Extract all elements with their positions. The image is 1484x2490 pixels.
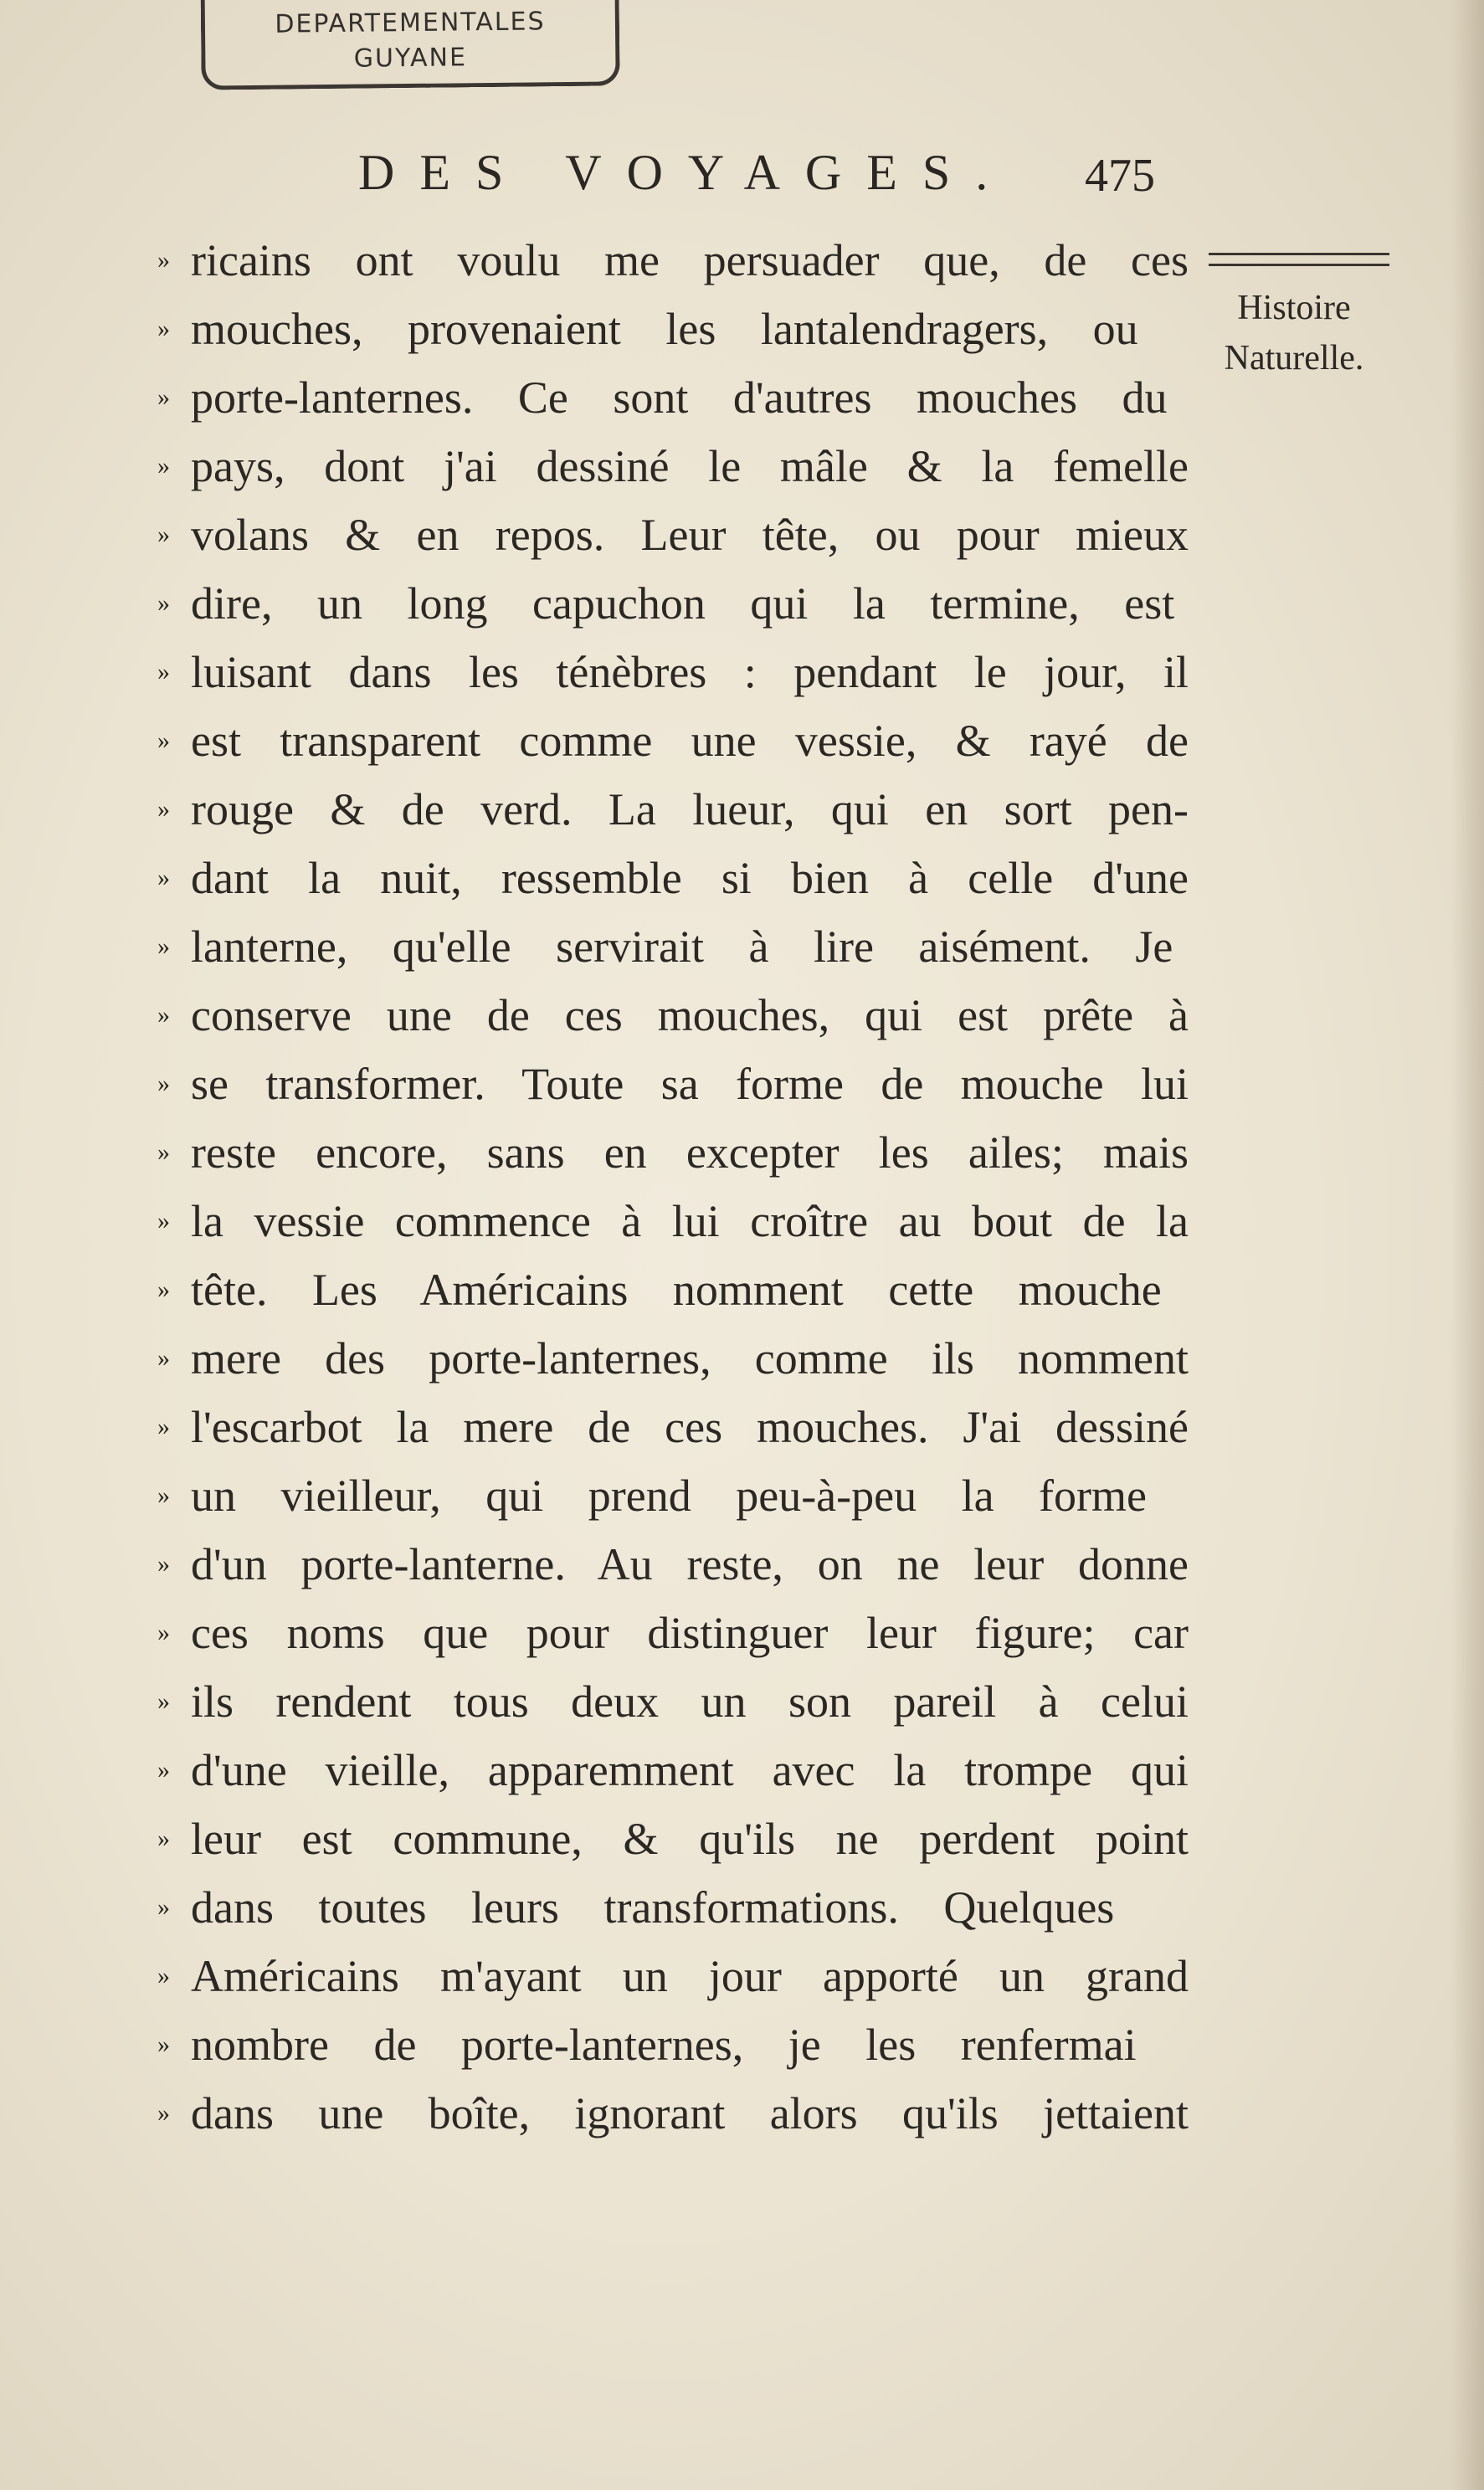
text-line <box>157 1187 1189 1255</box>
text-line <box>157 1942 1189 2010</box>
quotation-mark: » <box>157 1481 170 1509</box>
quotation-mark: » <box>157 1070 170 1097</box>
quotation-mark: » <box>157 1344 170 1372</box>
quotation-mark: » <box>157 2099 170 2127</box>
text-line <box>157 981 1189 1050</box>
quotation-mark: » <box>157 521 170 548</box>
line-text: d'une vieille, apparemment avec la trompe qui <box>191 1745 1189 1795</box>
line-text: ils rendent tous deux un son pareil à celui <box>191 1676 1189 1727</box>
line-text: mouches, provenaient les lantalendragers, ou <box>191 304 1138 354</box>
text-line <box>157 432 1189 501</box>
quotation-mark: » <box>157 1962 170 1989</box>
text-line <box>157 1736 1189 1805</box>
text-line <box>157 1599 1189 1667</box>
text-line <box>157 1461 1189 1530</box>
text-line <box>157 295 1189 363</box>
line-text: leur est commune, & qu'ils ne perdent point <box>191 1814 1189 1864</box>
quotation-mark: » <box>157 1276 170 1303</box>
text-line <box>157 1118 1189 1187</box>
text-line <box>157 569 1189 638</box>
quotation-mark: » <box>157 452 170 480</box>
line-text: dans toutes leurs transformations. Quelques <box>191 1882 1115 1933</box>
text-line <box>157 1805 1189 1873</box>
quotation-mark: » <box>157 795 170 823</box>
line-text: Américains m'ayant un jour apporté un grand <box>191 1951 1189 2001</box>
line-text: dire, un long capuchon qui la termine, est <box>191 578 1175 629</box>
side-note-rule <box>1209 253 1389 266</box>
quotation-mark: » <box>157 383 170 411</box>
text-line <box>157 2079 1189 2148</box>
line-text: volans & en repos. Leur tête, ou pour mieux <box>191 510 1189 560</box>
side-note-line-2: Naturelle. <box>1224 339 1364 377</box>
line-text: rouge & de verd. La lueur, qui en sort pen- <box>191 784 1189 834</box>
quotation-mark: » <box>157 864 170 891</box>
text-line <box>157 1393 1189 1461</box>
text-line <box>157 638 1189 706</box>
side-note-line-1: Histoire <box>1237 289 1351 327</box>
quotation-mark: » <box>157 1687 170 1715</box>
line-text: lanterne, qu'elle servirait à lire aisément. Je <box>191 922 1173 972</box>
text-line <box>157 1324 1189 1393</box>
text-line <box>157 1530 1189 1599</box>
quotation-mark: » <box>157 1825 170 1852</box>
line-text: reste encore, sans en excepter les ailes; mais <box>191 1127 1189 1178</box>
quotation-mark: » <box>157 1550 170 1578</box>
text-line <box>157 501 1189 569</box>
text-line <box>157 1255 1189 1324</box>
quotation-mark: » <box>157 1413 170 1440</box>
quotation-mark: » <box>157 589 170 617</box>
text-line <box>157 775 1189 844</box>
line-text: porte-lanternes. Ce sont d'autres mouches du <box>191 372 1168 423</box>
quotation-mark: » <box>157 315 170 342</box>
line-text: ces noms que pour distinguer leur figure; car <box>191 1608 1189 1658</box>
quotation-mark: » <box>157 932 170 960</box>
text-line <box>157 226 1189 295</box>
quotation-mark: » <box>157 1001 170 1029</box>
line-text: pays, dont j'ai dessiné le mâle & la femelle <box>191 441 1189 491</box>
quotation-mark: » <box>157 2031 170 2058</box>
body-text <box>157 226 1189 2148</box>
line-text: un vieilleur, qui prend peu-à-peu la forme <box>191 1471 1147 1521</box>
line-text: se transformer. Toute sa forme de mouche lui <box>191 1059 1189 1109</box>
text-line <box>157 1873 1189 1942</box>
quotation-mark: » <box>157 1619 170 1646</box>
text-line <box>157 706 1189 775</box>
quotation-mark: » <box>157 1207 170 1235</box>
text-line <box>157 1667 1189 1736</box>
line-text: la vessie commence à lui croître au bout de la <box>191 1196 1189 1246</box>
quotation-mark: » <box>157 658 170 685</box>
quotation-mark: » <box>157 1756 170 1784</box>
quotation-mark: » <box>157 726 170 754</box>
library-stamp <box>200 0 619 90</box>
side-note <box>1194 283 1394 383</box>
line-text: mere des porte-lanternes, comme ils nomment <box>191 1333 1189 1384</box>
line-text: est transparent comme une vessie, & rayé de <box>191 716 1189 766</box>
line-text: ricains ont voulu me persuader que, de ces <box>191 235 1189 285</box>
line-text: nombre de porte-lanternes, je les renfermai <box>191 2020 1137 2070</box>
text-line <box>157 1050 1189 1118</box>
line-text: luisant dans les ténèbres : pendant le jour, il <box>191 647 1189 697</box>
text-line <box>157 912 1189 981</box>
line-text: d'un porte-lanterne. Au reste, on ne leur donne <box>191 1539 1189 1589</box>
line-text: conserve une de ces mouches, qui est prête à <box>191 990 1189 1040</box>
text-line <box>157 363 1189 432</box>
text-line <box>157 844 1189 912</box>
line-text: tête. Les Américains nomment cette mouche <box>191 1265 1162 1315</box>
running-head: DES VOYAGES. <box>358 145 1014 200</box>
page-number: 475 <box>1085 150 1155 202</box>
text-line <box>157 2010 1189 2079</box>
stamp-line-1: DEPARTEMENTALES <box>275 7 546 39</box>
stamp-line-2: GUYANE <box>353 43 468 74</box>
quotation-mark: » <box>157 1893 170 1921</box>
quotation-mark: » <box>157 246 170 274</box>
line-text: dant la nuit, ressemble si bien à celle d'une <box>191 853 1189 903</box>
quotation-mark: » <box>157 1138 170 1166</box>
line-text: dans une boîte, ignorant alors qu'ils jettaient <box>191 2088 1189 2138</box>
line-text: l'escarbot la mere de ces mouches. J'ai dessiné <box>191 1402 1189 1452</box>
